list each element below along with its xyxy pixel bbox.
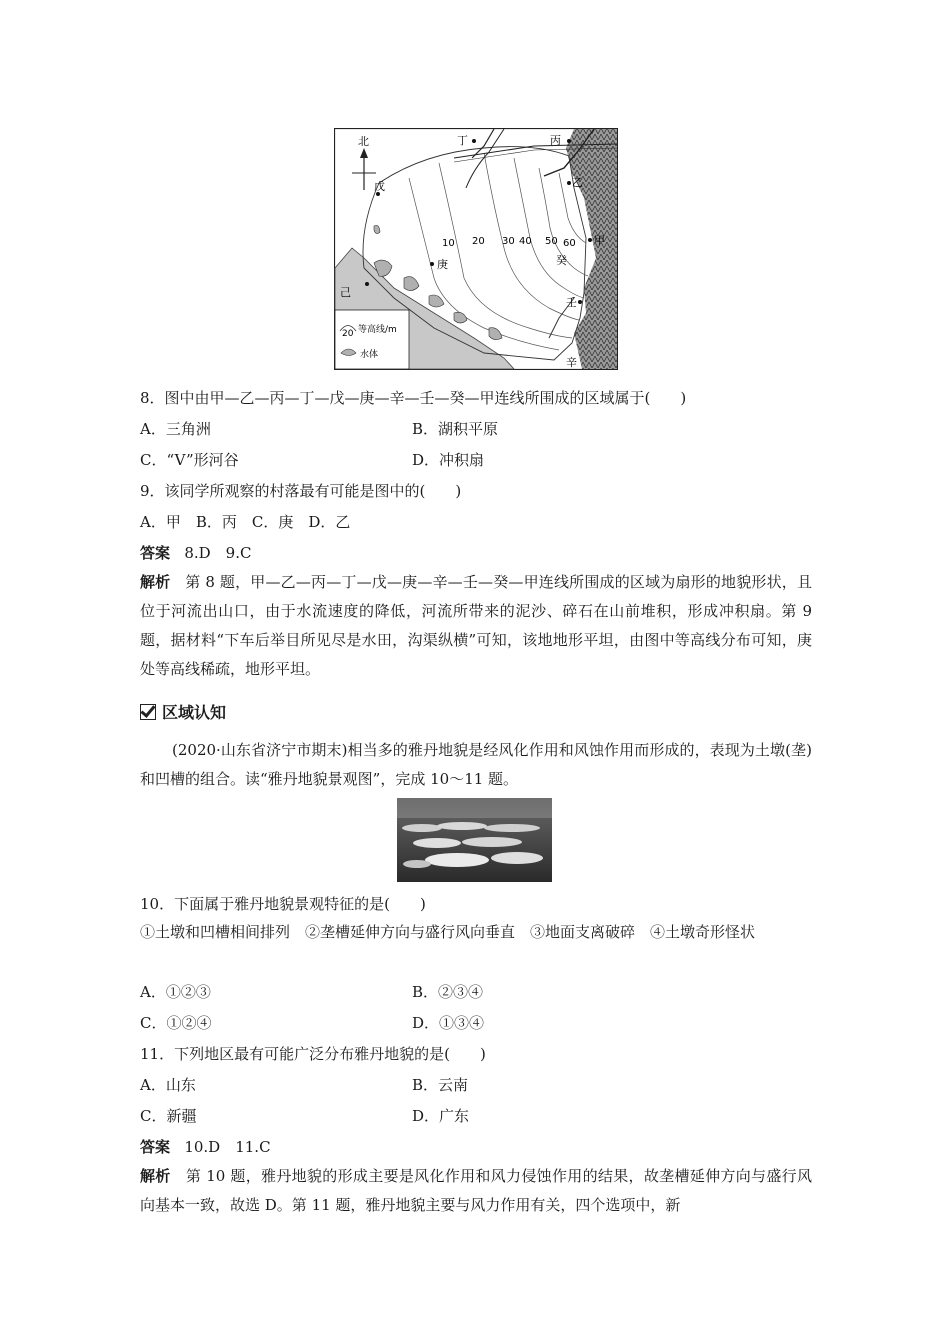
analysis-text: 第 8 题，甲—乙—丙—丁—戊—庚—辛—壬—癸—甲连线所围成的区域为扇形的地貌形状，且位于河流出山口，由于水流速度的降低，河流所带来的泥沙、碎石在山前堆积，形成冲积扇。第 9 题，据材料“下车后举目所见尽是水田，沟渠纵横”可知，该地地形平坦，由图中等高线分布可知，庚处等高线稀疏，地形平坦。 [140, 573, 812, 678]
q10-option-c: C．①②④ [140, 1014, 212, 1032]
q11-option-c: C．新疆 [140, 1107, 197, 1125]
q10-option-d: D．①③④ [412, 1014, 485, 1032]
contour-label-50: 50 [545, 236, 558, 247]
section-title: 区域认知 [162, 703, 227, 722]
q10-statements: ①土墩和凹槽相间排列 ②垄槽延伸方向与盛行风向垂直 ③地面支离破碎 ④土墩奇形怪状 [140, 923, 756, 941]
legend-contour-sample: 20 [342, 329, 354, 339]
contour-label-20: 20 [472, 236, 485, 247]
q10-option-a: A．①②③ [140, 983, 211, 1001]
place-label-jia: 甲 [594, 234, 605, 247]
place-label-ding: 丁 [457, 134, 468, 147]
place-label-gui: 癸 [556, 254, 567, 267]
q8-option-c: C．“V”形河谷 [140, 451, 239, 469]
analysis-text-2: 第 10 题，雅丹地貌的形成主要是风化作用和风力侵蚀作用的结果，故垄槽延伸方向与盛行风向基本一致，故选 D。第 11 题，雅丹地貌主要与风力作用有关，四个选项中，新 [140, 1167, 812, 1214]
place-label-ren: 壬 [566, 296, 577, 309]
place-label-wu: 戊 [374, 180, 385, 193]
q11-option-d: D．广东 [412, 1107, 470, 1125]
contour-label-10: 10 [442, 238, 455, 249]
q9-options: A．甲 B．丙 C．庚 D．乙 [140, 513, 351, 531]
section-header [140, 700, 226, 723]
contour-label-30: 30 [502, 236, 515, 247]
q8-option-b: B．湖积平原 [412, 420, 499, 438]
answer-block-2 [140, 1137, 271, 1157]
intro-paragraph: (2020·山东省济宁市期末)相当多的雅丹地貌是经风化作用和风蚀作用而形成的，表现为土墩(垄)和凹槽的组合。读“雅丹地貌景观图”，完成 10～11 题。 [140, 741, 812, 788]
place-label-yi: 乙 [572, 176, 583, 189]
answer-text: 8.D 9.C [184, 544, 252, 562]
legend-contour-label: 等高线/m [358, 325, 397, 335]
north-label: 北 [358, 135, 369, 148]
contour-map [334, 128, 618, 370]
q9-stem: 9．该同学所观察的村落最有可能是图中的( ) [140, 482, 462, 500]
analysis-label: 解析 [140, 573, 171, 591]
legend-water-label: 水体 [360, 350, 379, 360]
q10-stem: 10．下面属于雅丹地貌景观特征的是( ) [140, 895, 426, 913]
q11-option-b: B．云南 [412, 1076, 469, 1094]
place-label-xin: 辛 [566, 356, 577, 369]
q8-stem: 8．图中由甲—乙—丙—丁—戊—庚—辛—壬—癸—甲连线所围成的区域属于( ) [140, 389, 687, 407]
q8-option-a: A．三角洲 [140, 420, 211, 438]
analysis-block-1 [140, 568, 812, 684]
analysis-label-2: 解析 [140, 1167, 171, 1185]
q11-option-a: A．山东 [140, 1076, 196, 1094]
q8-option-d: D．冲积扇 [412, 451, 485, 469]
yardang-landscape-photo [397, 798, 552, 882]
place-label-geng: 庚 [437, 258, 448, 271]
answer-text-2: 10.D 11.C [184, 1138, 271, 1156]
place-label-bing: 丙 [550, 134, 561, 147]
analysis-block-2 [140, 1162, 812, 1220]
answer-label: 答案 [140, 544, 171, 562]
place-label-ji: 己 [340, 286, 351, 299]
contour-label-40: 40 [519, 236, 532, 247]
q10-option-b: B．②③④ [412, 983, 484, 1001]
answer-label-2: 答案 [140, 1138, 171, 1156]
answer-block-1 [140, 543, 251, 563]
contour-label-60: 60 [563, 238, 576, 249]
q11-stem: 11．下列地区最有可能广泛分布雅丹地貌的是( ) [140, 1045, 486, 1063]
checkmark-icon [140, 704, 156, 720]
